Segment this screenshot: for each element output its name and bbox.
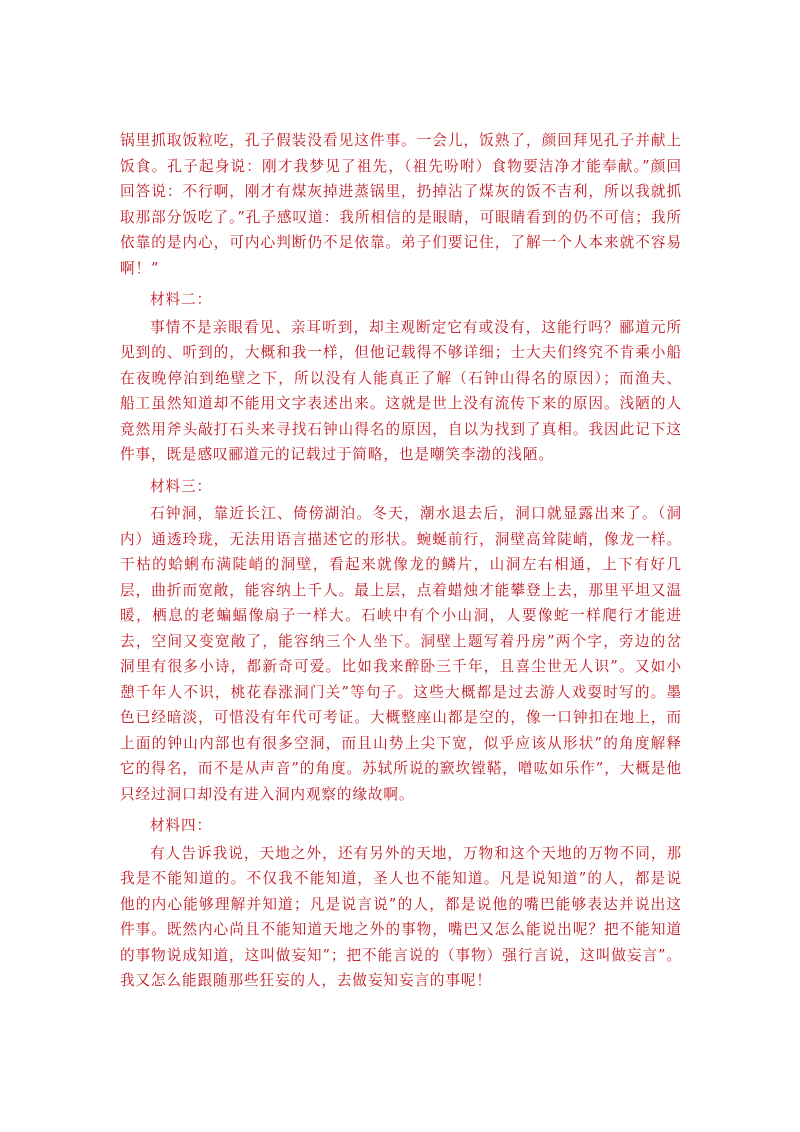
heading-material-four: 材料四： [150,817,212,834]
paragraph-material-three: 石钟洞，靠近长江、倚傍湖泊。冬天，潮水退去后，洞口就显露出来了。（洞内）通透玲珑，无法用语言描述它的形状。蜿蜒前行，洞壁高耸陡峭，像龙一样。干枯的蛤蜊布满陡峭的洞壁，看起来就像龙的鳞片，山洞左右相通，上下有好几层，曲折而宽敞，能容纳上千人。最上层，点着蜡烛才能攀登上去，那里平坦又温暖，栖息的老蝙蝠像扇子一样大。石峡中有个小山洞，人要像蛇一样爬行才能进去，空间又变宽敞了，能容纳三个人坐下。洞壁上题写着丹房”两个字，旁边的岔洞里有很多小诗，都新奇可爱。比如我来醉卧三千年，且喜尘世无人识”。又如小憩千年人不识，桃花春涨洞门关”等句子。这些大概都是过去游人戏耍时写的。墨色已经暗淡，可惜没有年代可考证。大概整座山都是空的，像一口钟扣在地上，而上面的钟山内部也有很多空洞，而且山势上尖下宽，似乎应该从形状”的角度解释它的得名，而不是从声音”的角度。苏轼所说的窾坎镗鞳，噌吰如乐作”，大概是他只经过洞口却没有进入洞内观察的缘故啊。 [120,505,682,803]
paragraph-material-four: 有人告诉我说，天地之外，还有另外的天地，万物和这个天地的万物不同，那我是不能知道的。不仅我不能知道，圣人也不能知道。凡是说知道”的人，都是说他的内心能够理解并知道；凡是说言说”的人，都是说他的嘴巴能够表达并说出这件事。既然内心尚且不能知道天地之外的事物，嘴巴又怎么能说出呢？把不能知道的事物说成知道，这叫做妄知”；把不能言说的（事物）强行言说，这叫做妄言”。我又怎么能跟随那些狂妄的人，去做妄知妄言的事呢！ [120,844,682,989]
paragraph-material-two: 事情不是亲眼看见、亲耳听到，却主观断定它有或没有，这能行吗？郦道元所见到的、听到的，大概和我一样，但他记载得不够详细；士大夫们终究不肯乘小船在夜晚停泊到绝壁之下，所以没有人能真正了解（石钟山得名的原因）；而渔夫、船工虽然知道却不能用文字表述出来。这就是世上没有流传下来的原因。浅陋的人竟然用斧头敲打石头来寻找石钟山得名的原因，自以为找到了真相。我因此记下这件事，既是感叹郦道元的记载过于简略，也是嘲笑李渤的浅陋。 [120,318,682,463]
document-page [120,128,682,994]
heading-material-two: 材料二： [150,291,212,308]
heading-material-three: 材料三： [150,477,212,495]
paragraph-material-one-end: 锅里抓取饭粒吃，孔子假装没看见这件事。一会儿，饭熟了，颜回拜见孔子并献上饭食。孔子起身说：刚才我梦见了祖先，（祖先吩咐）食物要洁净才能奉献。”颜回回答说：不行啊，刚才有煤灰掉进蒸锅里，扔掉沾了煤灰的饭不吉利，所以我就抓取那部分饭吃了。”孔子感叹道：我所相信的是眼睛，可眼睛看到的仍不可信；我所依靠的是内心，可内心判断仍不足依靠。弟子们要记住，了解一个人本来就不容易啊！” [120,132,682,277]
